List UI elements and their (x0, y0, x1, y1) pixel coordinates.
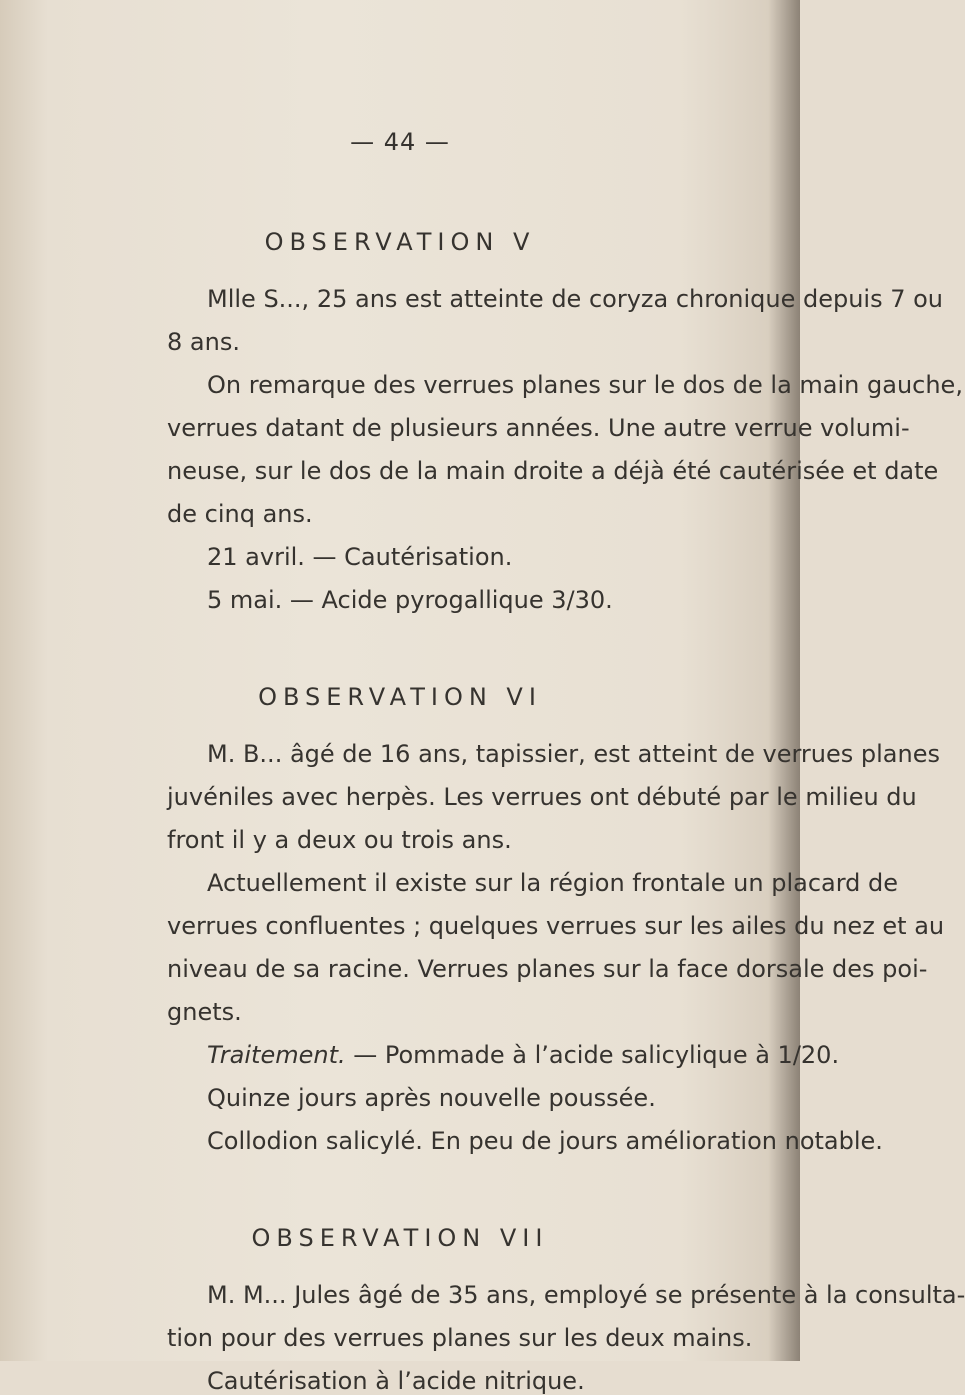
paragraph-line: Collodion salicylé. En peu de jours amélioration notable. (207, 1127, 883, 1155)
paragraph-line: neuse, sur le dos de la main droite a déjà été cautérisée et date (167, 457, 939, 485)
treatment-text: — Pommade à l’acide salicylique à 1/20. (345, 1041, 840, 1069)
paragraph-line: Quinze jours après nouvelle poussée. (207, 1084, 656, 1112)
paragraph-line: On remarque des verrues planes sur le dos de la main gauche, (207, 371, 963, 399)
observation-v-heading: OBSERVATION V (264, 228, 536, 256)
paragraph-line: 5 mai. — Acide pyrogallique 3/30. (207, 586, 613, 614)
treatment-line (207, 1041, 840, 1069)
paragraph-line: juvéniles avec herpès. Les verrues ont débuté par le milieu du (167, 783, 917, 811)
paragraph-line: Cautérisation à l’acide nitrique. (207, 1367, 585, 1395)
paragraph-line: gnets. (167, 998, 242, 1026)
paragraph-line: Mlle S..., 25 ans est atteinte de coryza chronique depuis 7 ou (207, 285, 944, 313)
page-number: — 44 — (350, 128, 450, 156)
treatment-label: Traitement. (207, 1041, 346, 1069)
observation-vii-heading: OBSERVATION VII (251, 1224, 549, 1252)
paragraph-line: de cinq ans. (167, 500, 313, 528)
paragraph-line: 8 ans. (167, 328, 240, 356)
paragraph-line: verrues datant de plusieurs années. Une autre verrue volumi- (167, 414, 910, 442)
observation-vi-heading: OBSERVATION VI (258, 683, 542, 711)
paragraph-line: niveau de sa racine. Verrues planes sur la face dorsale des poi- (167, 955, 928, 983)
paragraph-line: Actuellement il existe sur la région frontale un placard de (207, 869, 899, 897)
paragraph-line: tion pour des verrues planes sur les deux mains. (167, 1324, 753, 1352)
paragraph-line: front il y a deux ou trois ans. (167, 826, 512, 854)
paragraph-line: 21 avril. — Cautérisation. (207, 543, 513, 571)
paragraph-line: M. M... Jules âgé de 35 ans, employé se présente à la consulta- (207, 1281, 965, 1309)
paragraph-line: verrues confluentes ; quelques verrues sur les ailes du nez et au (167, 912, 945, 940)
paragraph-line: M. B... âgé de 16 ans, tapissier, est atteint de verrues planes (207, 740, 940, 768)
